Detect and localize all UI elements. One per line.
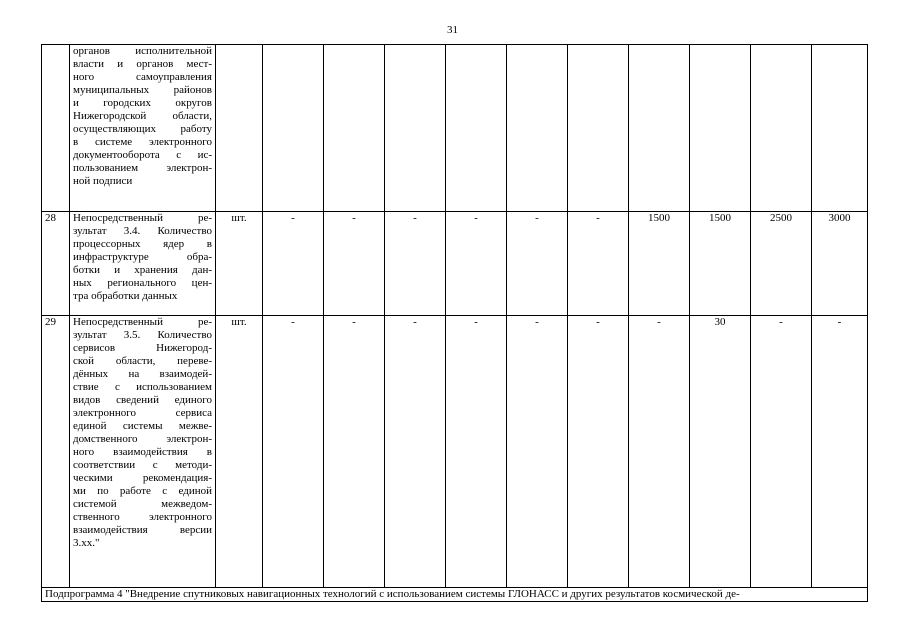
description-line: тра обработки данных — [73, 290, 178, 302]
subprogram-heading: Подпрограмма 4 "Внедрение спутниковых навигационных технологий с использованием системы ГЛОНАСС и других результатов космической де- — [42, 588, 868, 602]
value-cell: - — [446, 316, 507, 588]
value-cell: - — [385, 212, 446, 316]
value-cell: 1500 — [629, 212, 690, 316]
value-cell: - — [263, 316, 324, 588]
description-line: Непосредственный ре- — [73, 212, 212, 224]
description-line: Непосредственный ре- — [73, 316, 212, 328]
value-cell — [507, 45, 568, 212]
value-cell: - — [263, 212, 324, 316]
value-cell: - — [324, 212, 385, 316]
description-line: и городских округов — [73, 97, 212, 109]
description-line: соответствии с методи- — [73, 459, 212, 471]
description-line: домственного электрон- — [73, 433, 212, 445]
description-line: органов исполнительной — [73, 45, 212, 57]
description-line: ми по работе с единой — [73, 485, 212, 497]
description-line: ческими рекомендация- — [73, 472, 212, 484]
description-line: взаимодействия версии — [73, 524, 212, 536]
value-cell — [690, 45, 751, 212]
value-cell: 1500 — [690, 212, 751, 316]
description-line: электронного сервиса — [73, 407, 212, 419]
description-line: ствие с использованием — [73, 381, 212, 393]
row-unit: шт. — [216, 212, 263, 316]
value-cell — [446, 45, 507, 212]
table-row — [42, 212, 868, 316]
description-line: системой межведом- — [73, 498, 212, 510]
description-line: инфраструктуре обра- — [73, 251, 212, 263]
value-cell — [324, 45, 385, 212]
description-line: осуществляющих работу — [73, 123, 212, 135]
value-cell — [385, 45, 446, 212]
description-line: единой системы межве- — [73, 420, 212, 432]
value-cell: - — [324, 316, 385, 588]
description-line: 3.хх." — [73, 537, 100, 549]
row-unit — [216, 45, 263, 212]
value-cell — [751, 45, 812, 212]
row-number — [42, 45, 70, 212]
value-cell: - — [568, 212, 629, 316]
description-line: власти и органов мест- — [73, 58, 212, 70]
description-line: ной подписи — [73, 175, 133, 187]
value-cell: 30 — [690, 316, 751, 588]
description-line: зультат 3.4. Количество — [73, 225, 212, 237]
row-number: 28 — [42, 212, 70, 316]
row-description — [70, 316, 216, 588]
row-description — [70, 212, 216, 316]
description-line: ственного электронного — [73, 511, 212, 523]
page-number: 31 — [447, 24, 458, 36]
value-cell: - — [385, 316, 446, 588]
value-cell — [568, 45, 629, 212]
table-row — [42, 316, 868, 588]
value-cell: - — [812, 316, 868, 588]
value-cell: - — [507, 212, 568, 316]
value-cell: - — [446, 212, 507, 316]
subprogram-row — [42, 588, 868, 602]
description-line: зультат 3.5. Количество — [73, 329, 212, 341]
description-line: документооборота с ис- — [73, 149, 212, 161]
indicators-table — [41, 44, 868, 602]
row-number: 29 — [42, 316, 70, 588]
value-cell: - — [568, 316, 629, 588]
description-line: сервисов Нижегород- — [73, 342, 212, 354]
value-cell — [812, 45, 868, 212]
value-cell: - — [751, 316, 812, 588]
value-cell: - — [629, 316, 690, 588]
description-line: процессорных ядер в — [73, 238, 212, 250]
description-line: пользованием электрон- — [73, 162, 212, 174]
value-cell: - — [507, 316, 568, 588]
row-description — [70, 45, 216, 212]
table-row — [42, 45, 868, 212]
row-unit: шт. — [216, 316, 263, 588]
description-line: дённых на взаимодей- — [73, 368, 212, 380]
description-line: видов сведений единого — [73, 394, 212, 406]
description-line: в системе электронного — [73, 136, 212, 148]
value-cell: 3000 — [812, 212, 868, 316]
description-line: ного самоуправления — [73, 71, 212, 83]
description-line: Нижегородской области, — [73, 110, 212, 122]
value-cell — [629, 45, 690, 212]
description-line: ботки и хранения дан- — [73, 264, 212, 276]
description-line: ных регионального цен- — [73, 277, 212, 289]
value-cell: 2500 — [751, 212, 812, 316]
description-line: муниципальных районов — [73, 84, 212, 96]
description-line: ской области, переве- — [73, 355, 212, 367]
value-cell — [263, 45, 324, 212]
description-line: ного взаимодействия в — [73, 446, 212, 458]
